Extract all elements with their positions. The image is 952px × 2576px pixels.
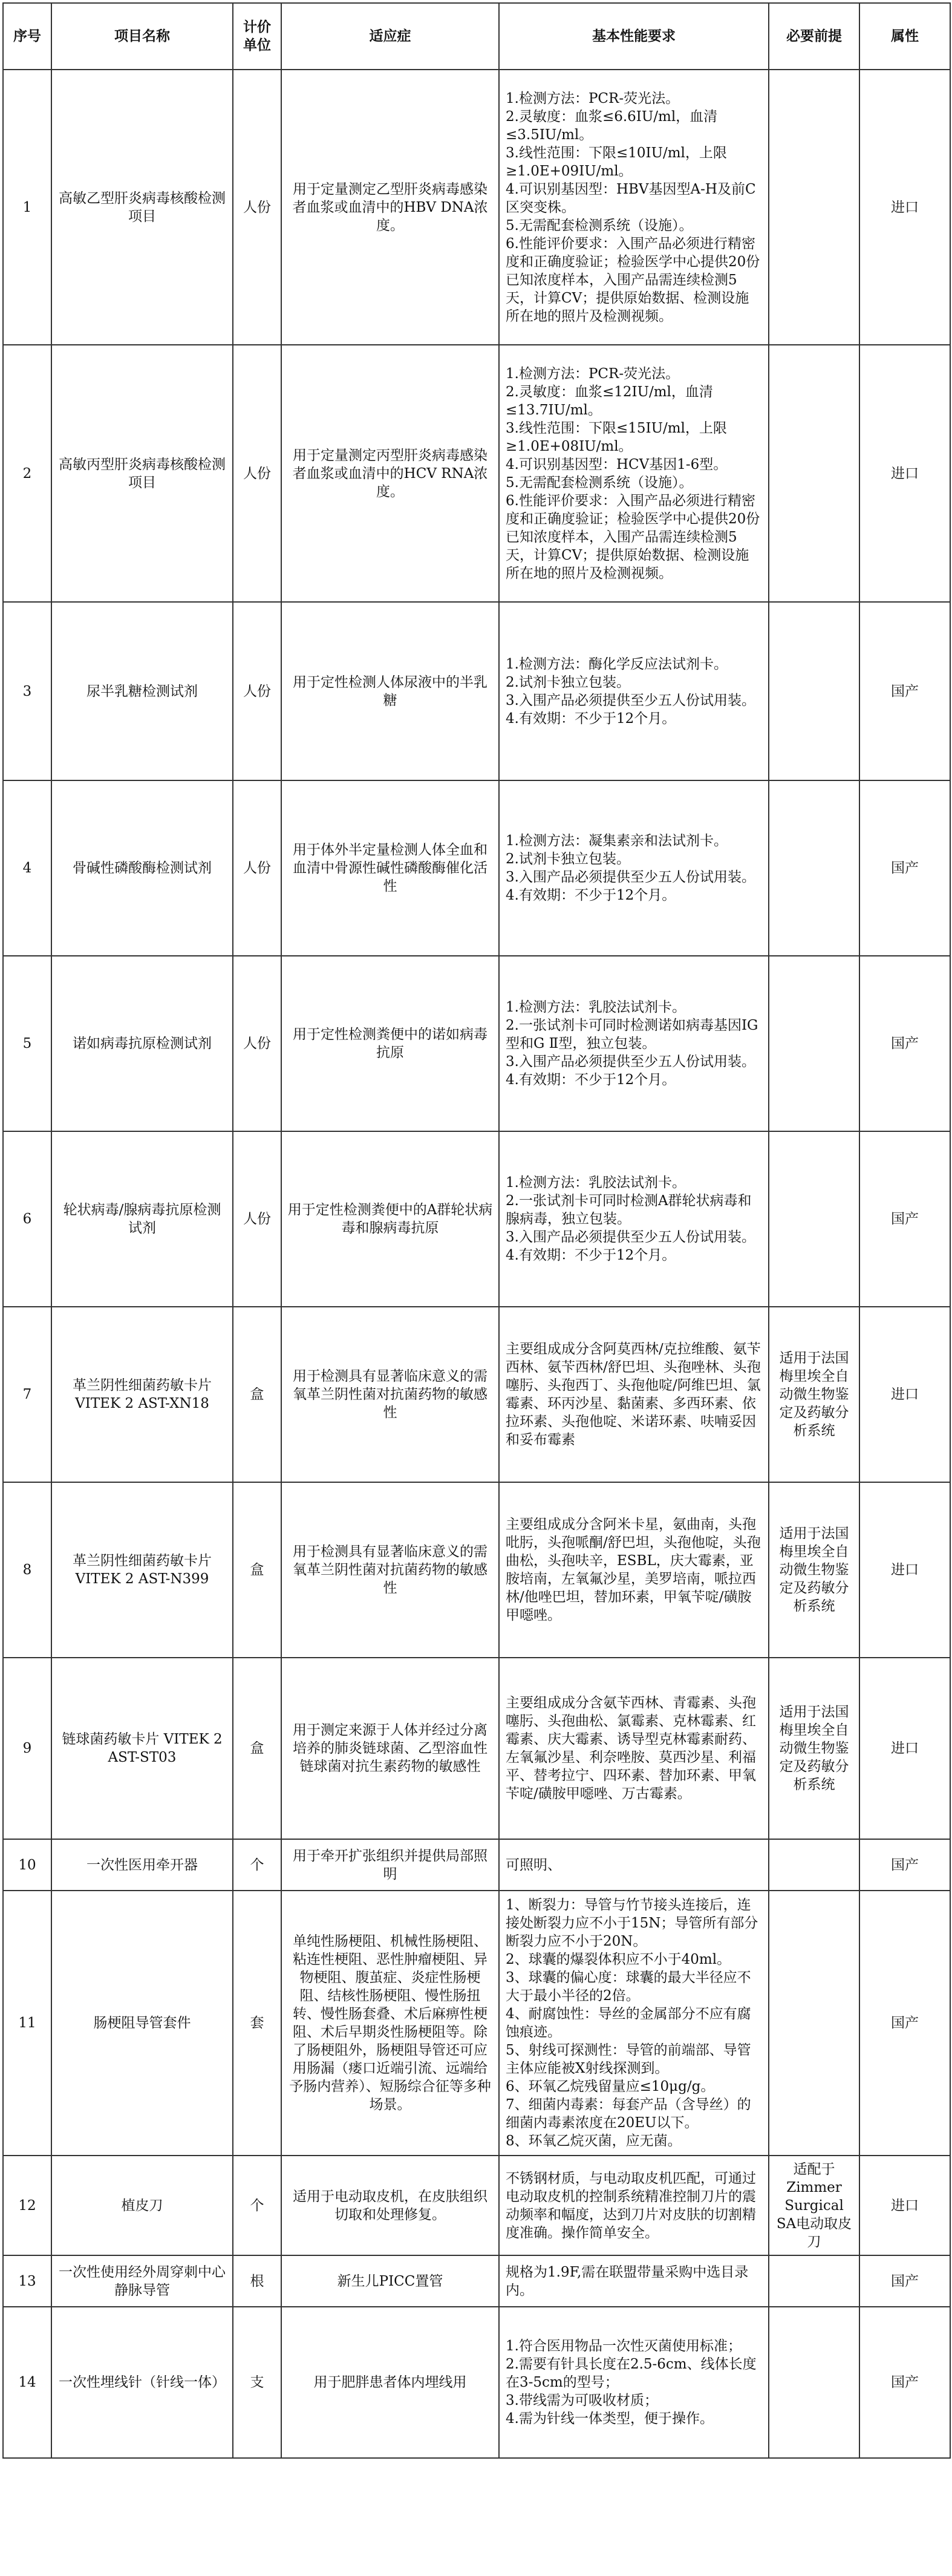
row-number-cell: 2 — [3, 345, 51, 602]
pricing-unit-cell: 人份 — [233, 345, 281, 602]
indication-cell: 用于测定来源于人体并经过分离培养的肺炎链球菌、乙型溶血性链球菌对抗生素药物的敏感性 — [281, 1658, 499, 1839]
header-row — [3, 3, 950, 70]
pricing-unit-cell: 个 — [233, 1839, 281, 1891]
performance-requirements-cell: 1.检测方法：凝集素亲和法试剂卡。 2.试剂卡独立包装。 3.入围产品必须提供至少五人份试用装。 4.有效期：不少于12个月。 — [499, 780, 769, 956]
indication-cell: 用于定性检测粪便中的诺如病毒抗原 — [281, 956, 499, 1131]
indication-cell: 用于检测具有显著临床意义的需氧革兰阴性菌对抗菌药物的敏感性 — [281, 1307, 499, 1482]
table-row — [3, 70, 950, 345]
row-number-cell: 7 — [3, 1307, 51, 1482]
attribute-cell: 进口 — [859, 2156, 950, 2255]
performance-requirements-cell: 1.检测方法：乳胶法试剂卡。 2.一张试剂卡可同时检测诺如病毒基因ⅠG型和G Ⅱ型，独立包装。 3.入围产品必须提供至少五人份试用装。 4.有效期：不少于12个月。 — [499, 956, 769, 1131]
pricing-unit-cell: 人份 — [233, 70, 281, 345]
header-attr: 属性 — [859, 3, 950, 70]
item-name-cell: 诺如病毒抗原检测试剂 — [51, 956, 233, 1131]
prerequisite-cell — [769, 602, 859, 780]
pricing-unit-cell: 套 — [233, 1891, 281, 2156]
attribute-cell: 进口 — [859, 345, 950, 602]
table-row — [3, 1131, 950, 1307]
indication-cell: 用于肥胖患者体内埋线用 — [281, 2307, 499, 2458]
attribute-cell: 进口 — [859, 1658, 950, 1839]
pricing-unit-cell: 盒 — [233, 1307, 281, 1482]
pricing-unit-cell: 人份 — [233, 602, 281, 780]
row-number-cell: 6 — [3, 1131, 51, 1307]
item-name-cell: 革兰阴性细菌药敏卡片 VITEK 2 AST-XN18 — [51, 1307, 233, 1482]
attribute-cell: 国产 — [859, 956, 950, 1131]
item-name-cell: 肠梗阻导管套件 — [51, 1891, 233, 2156]
performance-requirements-cell: 主要组成成分含氨苄西林、青霉素、头孢噻肟、头孢曲松、氯霉素、克林霉素、红霉素、庆大霉素、诱导型克林霉素耐药、左氧氟沙星、利奈唑胺、莫西沙星、利福平、替考拉宁、四环素、替加环素、甲氧苄啶/磺胺甲噁唑、万古霉素。 — [499, 1658, 769, 1839]
item-name-cell: 一次性使用经外周穿刺中心静脉导管 — [51, 2255, 233, 2307]
prerequisite-cell — [769, 2307, 859, 2458]
header-unit: 计价单位 — [233, 3, 281, 70]
table-row — [3, 1839, 950, 1891]
attribute-cell: 国产 — [859, 2255, 950, 2307]
table-row — [3, 2307, 950, 2458]
prerequisite-cell — [769, 345, 859, 602]
row-number-cell: 8 — [3, 1482, 51, 1658]
indication-cell: 用于牵开扩张组织并提供局部照明 — [281, 1839, 499, 1891]
item-name-cell: 一次性医用牵开器 — [51, 1839, 233, 1891]
prerequisite-cell: 适用于法国梅里埃全自动微生物鉴定及药敏分析系统 — [769, 1658, 859, 1839]
performance-requirements-cell: 主要组成成分含阿莫西林/克拉维酸、氨苄西林、氨苄西林/舒巴坦、头孢唑林、头孢噻肟、头孢西丁、头孢他啶/阿维巴坦、氯霉素、环丙沙星、黏菌素、多西环素、依拉环素、头孢他啶、米诺环素、呋喃妥因和妥布霉素 — [499, 1307, 769, 1482]
pricing-unit-cell: 支 — [233, 2307, 281, 2458]
row-number-cell: 1 — [3, 70, 51, 345]
row-number-cell: 11 — [3, 1891, 51, 2156]
indication-cell: 适用于电动取皮机，在皮肤组织切取和处理修复。 — [281, 2156, 499, 2255]
table-row — [3, 956, 950, 1131]
indication-cell: 用于体外半定量检测人体全血和血清中骨源性碱性磷酸酶催化活性 — [281, 780, 499, 956]
prerequisite-cell — [769, 1131, 859, 1307]
performance-requirements-cell: 可照明、 — [499, 1839, 769, 1891]
indication-cell: 新生儿PICC置管 — [281, 2255, 499, 2307]
table-row — [3, 1307, 950, 1482]
table-row — [3, 345, 950, 602]
row-number-cell: 5 — [3, 956, 51, 1131]
performance-requirements-cell: 1.符合医用物品一次性灭菌使用标准； 2.需要有针具长度在2.5-6cm、线体长度在3-5cm的型号； 3.带线需为可吸收材质； 4.需为针线一体类型，便于操作。 — [499, 2307, 769, 2458]
header-name: 项目名称 — [51, 3, 233, 70]
row-number-cell: 4 — [3, 780, 51, 956]
row-number-cell: 9 — [3, 1658, 51, 1839]
prerequisite-cell — [769, 1839, 859, 1891]
item-name-cell: 高敏丙型肝炎病毒核酸检测项目 — [51, 345, 233, 602]
item-name-cell: 轮状病毒/腺病毒抗原检测试剂 — [51, 1131, 233, 1307]
performance-requirements-cell: 1.检测方法：乳胶法试剂卡。 2.一张试剂卡可同时检测A群轮状病毒和腺病毒，独立包装。 3.入围产品必须提供至少五人份试用装。 4.有效期：不少于12个月。 — [499, 1131, 769, 1307]
indication-cell: 用于定量测定丙型肝炎病毒感染者血浆或血清中的HCV RNA浓度。 — [281, 345, 499, 602]
indication-cell: 用于定性检测人体尿液中的半乳糖 — [281, 602, 499, 780]
row-number-cell: 12 — [3, 2156, 51, 2255]
performance-requirements-cell: 规格为1.9F,需在联盟带量采购中选目录内。 — [499, 2255, 769, 2307]
performance-requirements-cell: 不锈钢材质，与电动取皮机匹配，可通过电动取皮机的控制系统精准控制刀片的震动频率和幅度，达到刀片对皮肤的切割精度准确。操作简单安全。 — [499, 2156, 769, 2255]
table-row — [3, 2156, 950, 2255]
item-name-cell: 一次性埋线针（针线一体） — [51, 2307, 233, 2458]
attribute-cell: 进口 — [859, 1307, 950, 1482]
indication-cell: 用于检测具有显著临床意义的需氧革兰阴性菌对抗菌药物的敏感性 — [281, 1482, 499, 1658]
table-row — [3, 1482, 950, 1658]
pricing-unit-cell: 人份 — [233, 1131, 281, 1307]
item-name-cell: 植皮刀 — [51, 2156, 233, 2255]
row-number-cell: 14 — [3, 2307, 51, 2458]
table-row — [3, 2255, 950, 2307]
prerequisite-cell — [769, 780, 859, 956]
table-row — [3, 1891, 950, 2156]
item-name-cell: 骨碱性磷酸酶检测试剂 — [51, 780, 233, 956]
pricing-unit-cell: 人份 — [233, 956, 281, 1131]
attribute-cell: 国产 — [859, 1839, 950, 1891]
attribute-cell: 国产 — [859, 1891, 950, 2156]
header-no: 序号 — [3, 3, 51, 70]
attribute-cell: 国产 — [859, 602, 950, 780]
performance-requirements-cell: 主要组成成分含阿米卡星，氨曲南，头孢吡肟，头孢哌酮/舒巴坦，头孢他啶，头孢曲松，头孢呋辛，ESBL，庆大霉素，亚胺培南，左氧氟沙星，美罗培南，哌拉西林/他唑巴坦，替加环素，甲氧苄啶/磺胺甲噁唑。 — [499, 1482, 769, 1658]
pricing-unit-cell: 盒 — [233, 1658, 281, 1839]
attribute-cell: 进口 — [859, 70, 950, 345]
header-spec: 基本性能要求 — [499, 3, 769, 70]
prerequisite-cell — [769, 70, 859, 345]
attribute-cell: 国产 — [859, 2307, 950, 2458]
pricing-unit-cell: 根 — [233, 2255, 281, 2307]
performance-requirements-cell: 1.检测方法：酶化学反应法试剂卡。 2.试剂卡独立包装。 3.入围产品必须提供至少五人份试用装。 4.有效期：不少于12个月。 — [499, 602, 769, 780]
prerequisite-cell: 适配于Zimmer Surgical SA电动取皮刀 — [769, 2156, 859, 2255]
item-name-cell: 高敏乙型肝炎病毒核酸检测项目 — [51, 70, 233, 345]
attribute-cell: 国产 — [859, 780, 950, 956]
header-prereq: 必要前提 — [769, 3, 859, 70]
procurement-table — [2, 2, 951, 2459]
pricing-unit-cell: 人份 — [233, 780, 281, 956]
prerequisite-cell — [769, 956, 859, 1131]
prerequisite-cell — [769, 2255, 859, 2307]
performance-requirements-cell: 1、断裂力：导管与竹节接头连接后，连接处断裂力应不小于15N；导管所有部分断裂力应不小于20N。 2、球囊的爆裂体积应不小于40ml。 3、球囊的偏心度：球囊的最大半径应不大于最小半径的2倍。 4、耐腐蚀性：导丝的金属部分不应有腐蚀痕迹。 5、射线可探测性：导管的前端部、导管主体应能被X射线探测到。 6、环氧乙烷残留量应≤10μg/g。 7、细菌内毒素：每套产品（含导丝）的细菌内毒素浓度在20EU以下。 8、环氧乙烷灭菌，应无菌。 — [499, 1891, 769, 2156]
table-row — [3, 602, 950, 780]
pricing-unit-cell: 盒 — [233, 1482, 281, 1658]
row-number-cell: 10 — [3, 1839, 51, 1891]
item-name-cell: 尿半乳糖检测试剂 — [51, 602, 233, 780]
performance-requirements-cell: 1.检测方法：PCR-荧光法。 2.灵敏度：血浆≤12IU/ml，血清≤13.7IU/ml。 3.线性范围：下限≤15IU/ml，上限≥1.0E+08IU/ml。 4.可识别基因型：HCV基因1-6型。 5.无需配套检测系统（设施）。 6.性能评价要求：入围产品必须进行精密度和正确度验证；检验医学中心提供20份已知浓度样本，入围产品需连续检测5天，计算CV；提供原始数据、检测设施所在地的照片及检测视频。 — [499, 345, 769, 602]
item-name-cell: 链球菌药敏卡片 VITEK 2 AST-ST03 — [51, 1658, 233, 1839]
table-row — [3, 780, 950, 956]
item-name-cell: 革兰阴性细菌药敏卡片 VITEK 2 AST-N399 — [51, 1482, 233, 1658]
table-row — [3, 1658, 950, 1839]
prerequisite-cell: 适用于法国梅里埃全自动微生物鉴定及药敏分析系统 — [769, 1307, 859, 1482]
performance-requirements-cell: 1.检测方法：PCR-荧光法。 2.灵敏度：血浆≤6.6IU/ml，血清≤3.5IU/ml。 3.线性范围：下限≤10IU/ml，上限≥1.0E+09IU/ml。 4.可识别基因型：HBV基因型A-H及前C区突变株。 5.无需配套检测系统（设施）。 6.性能评价要求：入围产品必须进行精密度和正确度验证；检验医学中心提供20份已知浓度样本，入围产品需连续检测5天，计算CV；提供原始数据、检测设施所在地的照片及检测视频。 — [499, 70, 769, 345]
indication-cell: 用于定性检测粪便中的A群轮状病毒和腺病毒抗原 — [281, 1131, 499, 1307]
attribute-cell: 进口 — [859, 1482, 950, 1658]
header-indication: 适应症 — [281, 3, 499, 70]
indication-cell: 单纯性肠梗阻、机械性肠梗阻、粘连性梗阻、恶性肿瘤梗阻、异物梗阻、腹茧症、炎症性肠梗阻、结核性肠梗阻、慢性肠扭转、慢性肠套叠、术后麻痹性梗阻、术后早期炎性肠梗阻等。除了肠梗阻外，肠梗阻导管还可应用肠漏（瘘口近端引流、远端给予肠内营养）、短肠综合征等多种场景。 — [281, 1891, 499, 2156]
pricing-unit-cell: 个 — [233, 2156, 281, 2255]
prerequisite-cell: 适用于法国梅里埃全自动微生物鉴定及药敏分析系统 — [769, 1482, 859, 1658]
row-number-cell: 3 — [3, 602, 51, 780]
row-number-cell: 13 — [3, 2255, 51, 2307]
attribute-cell: 国产 — [859, 1131, 950, 1307]
indication-cell: 用于定量测定乙型肝炎病毒感染者血浆或血清中的HBV DNA浓度。 — [281, 70, 499, 345]
prerequisite-cell — [769, 1891, 859, 2156]
